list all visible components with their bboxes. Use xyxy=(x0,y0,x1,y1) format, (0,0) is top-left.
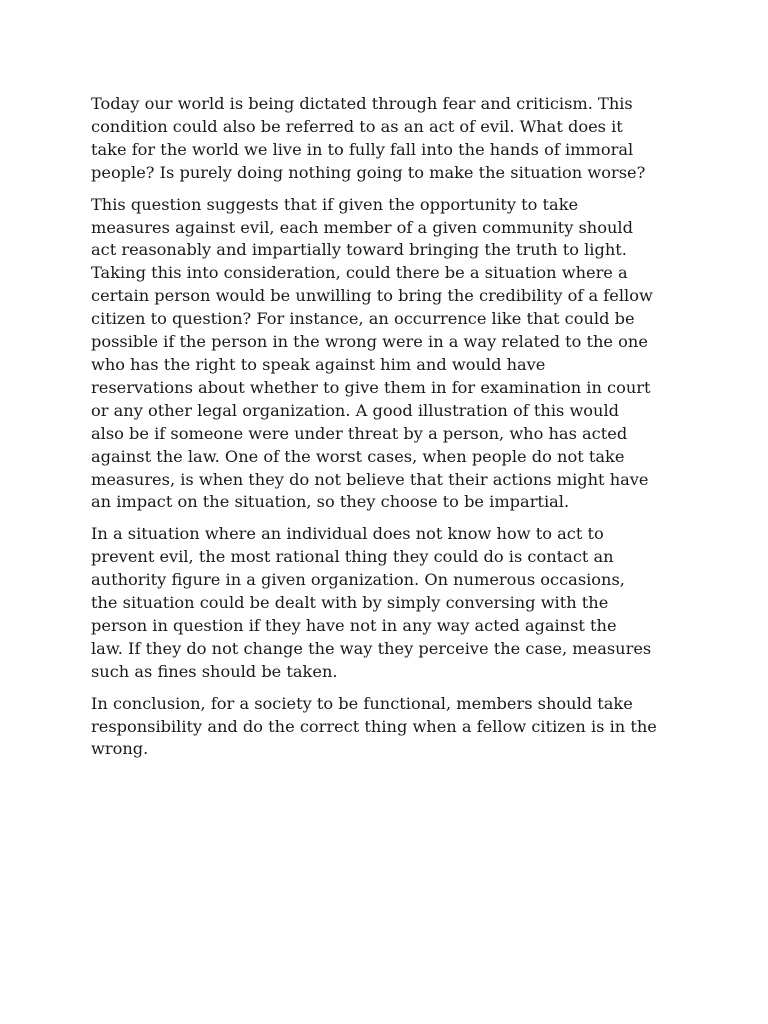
paragraph-3: In a situation where an individual does not know how to act to prevent evil, the most rational thing they could do is contact an authority figure in a given organization. On numerous occasions, the situation could be dealt with by simply conversing with the person in question if they have not in any way acted against the law. If they do not change the way they perceive the case, measures such as fines should be taken. xyxy=(91,524,652,681)
paragraph-2: This question suggests that if given the opportunity to take measures against evil, each member of a given community should act reasonably and impartially toward bringing the truth to light. Taking this into consideration, could there be a situation where a certain person would be unwilling to bring the credibility of a fellow citizen to question? For instance, an occurrence like that could be possible if the person in the wrong were in a way related to the one who has the right to speak against him and would have reservations about whether to give them in for examination in court or any other legal organization. A good illustration of this would also be if someone were under threat by a person, who has acted against the law. One of the worst cases, when people do not take measures, is when they do not believe that their actions might have an impact on the situation, so they choose to be impartial. xyxy=(91,194,653,512)
document-body xyxy=(91,93,691,770)
paragraph-1: Today our world is being dictated through fear and criticism. This condition could also be referred to as an act of evil. What does it take for the world we live in to fully fall into the hands of immoral people? Is purely doing nothing going to make the situation worse? xyxy=(91,94,646,182)
paragraph-4: In conclusion, for a society to be functional, members should take responsibility and do the correct thing when a fellow citizen is in the wrong. xyxy=(91,693,657,759)
